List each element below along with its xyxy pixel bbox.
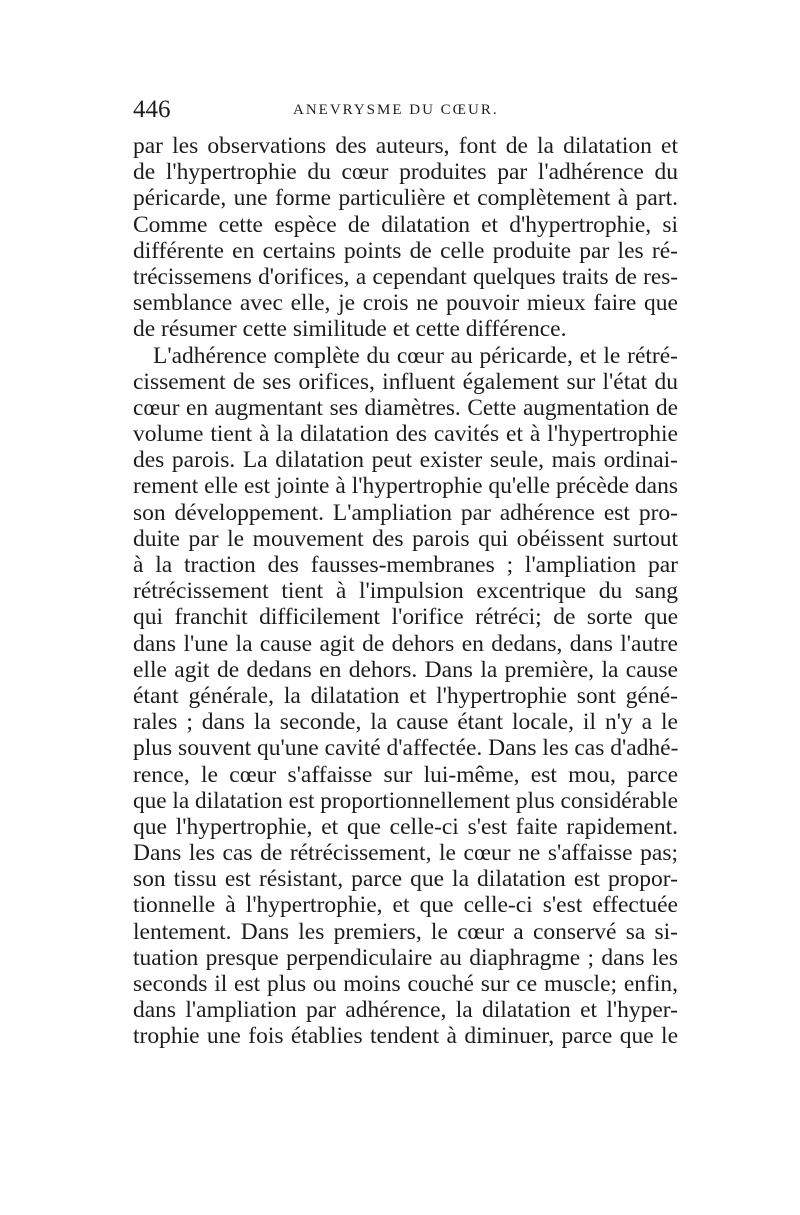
text-line: cissement de ses orifices, influent également sur l'état du [133, 368, 678, 395]
page-header [133, 96, 678, 126]
text-line: des parois. La dilatation peut exister seule, mais ordinai- [133, 447, 678, 474]
text-line: de l'hypertrophie du cœur produites par l'adhérence du [133, 159, 678, 186]
text-line: péricarde, une forme particulière et complètement à part. [133, 185, 678, 212]
text-line: que la dilatation est proportionnellement plus considérable [133, 787, 678, 814]
text-line: L'adhérence complète du cœur au péricarde, et le rétré- [153, 342, 678, 369]
text-line: elle agit de dedans en dehors. Dans la première, la cause [133, 656, 678, 683]
text-line: lentement. Dans les premiers, le cœur a conservé sa si- [133, 918, 678, 945]
text-line: son développement. L'ampliation par adhérence est pro- [133, 499, 678, 526]
text-line: Dans les cas de rétrécissement, le cœur ne s'affaisse pas; [133, 840, 678, 867]
body-text [133, 133, 678, 1050]
text-line: volume tient à la dilatation des cavités et à l'hypertrophie [133, 421, 678, 448]
text-line: duite par le mouvement des parois qui obéissent surtout [133, 525, 678, 552]
text-line: qui franchit difficilement l'orifice rétréci; de sorte que [133, 604, 678, 631]
text-line: différente en certains points de celle produite par les ré- [133, 237, 678, 264]
text-line: étant générale, la dilatation et l'hypertrophie sont géné- [133, 682, 678, 709]
text-line: plus souvent qu'une cavité d'affectée. Dans les cas d'adhé- [133, 735, 679, 762]
text-line: cœur en augmentant ses diamètres. Cette augmentation de [133, 394, 678, 421]
text-line: que l'hypertrophie, et que celle-ci s'est faite rapidement. [133, 813, 678, 840]
text-line: trécissemens d'orifices, a cependant quelques traits de res- [133, 263, 678, 290]
text-line: son tissu est résistant, parce que la dilatation est propor- [133, 866, 678, 893]
text-line: rence, le cœur s'affaisse sur lui-même, est mou, parce [133, 761, 678, 788]
text-line: seconds il est plus ou moins couché sur ce muscle; enfin, [133, 971, 678, 997]
text-line: à la traction des fausses-membranes ; l'ampliation par [133, 552, 678, 578]
text-line: rétrécissement tient à l'impulsion excentrique du sang [133, 578, 678, 605]
text-line: rales ; dans la seconde, la cause étant locale, il n'y a le [133, 709, 678, 736]
text-line: semblance avec elle, je crois ne pouvoir mieux faire que [133, 290, 678, 317]
text-line: de résumer cette similitude et cette différence. [133, 316, 567, 343]
text-line: rement elle est jointe à l'hypertrophie qu'elle précède dans [133, 473, 678, 500]
running-title: ANEVRYSME DU CŒUR. [293, 102, 499, 118]
text-line: par les observations des auteurs, font de la dilatation et [133, 133, 678, 159]
page-number: 446 [133, 96, 171, 123]
text-line: Comme cette espèce de dilatation et d'hypertrophie, si [133, 211, 678, 238]
text-line: tionnelle à l'hypertrophie, et que celle-ci s'est effectuée [133, 892, 678, 919]
text-line: trophie une fois établies tendent à diminuer, parce que le [133, 1023, 678, 1050]
text-line: dans l'ampliation par adhérence, la dilatation et l'hyper- [133, 997, 678, 1024]
text-line: tuation presque perpendiculaire au diaphragme ; dans les [133, 944, 678, 971]
text-line: dans l'une la cause agit de dehors en dedans, dans l'autre [133, 630, 678, 657]
